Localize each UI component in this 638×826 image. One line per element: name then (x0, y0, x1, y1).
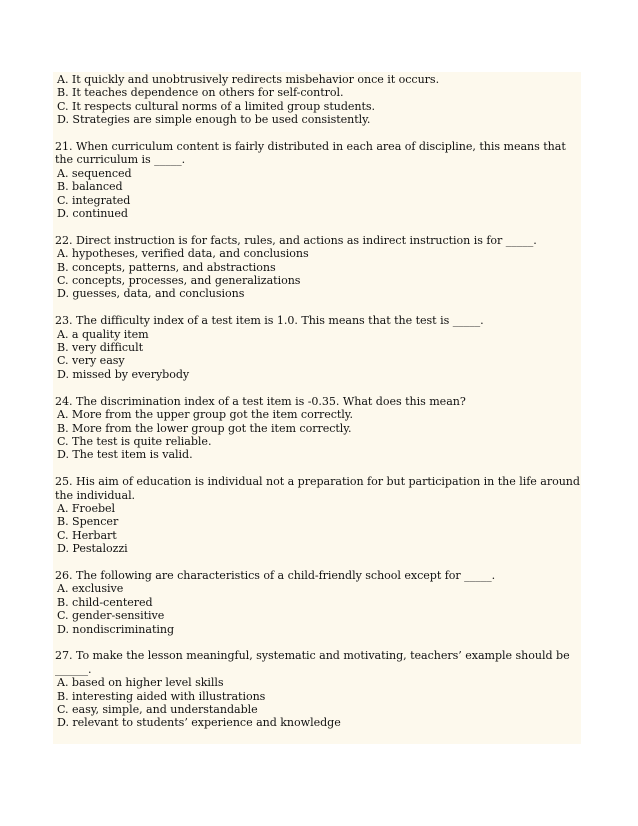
option-line: A. based on higher level skills (57, 676, 224, 690)
question-25 (55, 475, 581, 555)
option-line: C. It respects cultural norms of a limited group students. (57, 99, 376, 113)
option-line: C. gender-sensitive (57, 609, 165, 623)
option-line: A. exclusive (57, 582, 124, 596)
question-stem: 23. The difficulty index of a test item is 1.0. This means that the test is _____. (55, 314, 484, 328)
option-line: A. a quality item (57, 327, 149, 341)
option-line: C. The test is quite reliable. (57, 434, 212, 448)
question-21 (55, 140, 581, 220)
option-line: D. guesses, data, and conclusions (57, 287, 245, 301)
option-line: C. easy, simple, and understandable (57, 702, 258, 716)
option-line: B. concepts, patterns, and abstractions (57, 260, 276, 274)
question-stem: 24. The discrimination index of a test item is -0.35. What does this mean? (55, 394, 466, 408)
question-22 (55, 234, 581, 301)
option-line: A. More from the upper group got the item correctly. (57, 408, 354, 422)
option-line: B. balanced (57, 180, 123, 194)
option-line: B. interesting aided with illustrations (57, 689, 266, 703)
question-24 (55, 395, 581, 462)
intro-options (55, 73, 581, 127)
question-stem: 21. When curriculum content is fairly distributed in each area of discipline, this means that the curriculum is _____. (55, 140, 566, 167)
option-line: D. nondiscriminating (57, 622, 175, 636)
option-line: C. Herbart (57, 528, 117, 542)
option-line: B. More from the lower group got the item correctly. (57, 421, 352, 435)
question-23 (55, 314, 581, 381)
document-content (53, 72, 581, 730)
question-stem: 26. The following are characteristics of a child-friendly school except for _____. (55, 568, 496, 582)
option-line: B. It teaches dependence on others for self-control. (57, 86, 344, 100)
option-line: D. The test item is valid. (57, 448, 193, 462)
question-stem: 22. Direct instruction is for facts, rules, and actions as indirect instruction is for _____. (55, 233, 537, 247)
option-line: C. integrated (57, 193, 131, 207)
question-stem: 25. His aim of education is individual not a preparation for but participation in the life around the individual. (55, 475, 580, 502)
option-line: B. child-centered (57, 595, 153, 609)
option-line: D. continued (57, 207, 128, 221)
option-line: D. missed by everybody (57, 367, 190, 381)
option-line: D. Strategies are simple enough to be used consistently. (57, 113, 371, 127)
option-line: D. Pestalozzi (57, 542, 128, 556)
option-line: A. hypotheses, verified data, and conclusions (57, 247, 309, 261)
question-27 (55, 649, 581, 729)
option-line: B. Spencer (57, 515, 119, 529)
option-line: B. very difficult (57, 341, 144, 355)
option-line: A. It quickly and unobtrusively redirects misbehavior once it occurs. (57, 73, 440, 86)
option-line: C. concepts, processes, and generalizations (57, 274, 301, 288)
option-line: C. very easy (57, 354, 125, 368)
option-line: A. Froebel (57, 501, 116, 515)
question-26 (55, 569, 581, 636)
option-line: A. sequenced (57, 166, 132, 180)
option-line: D. relevant to students’ experience and knowledge (57, 716, 341, 730)
document-page (53, 72, 581, 744)
question-stem: 27. To make the lesson meaningful, systematic and motivating, teachers’ example should be ______. (55, 649, 570, 676)
